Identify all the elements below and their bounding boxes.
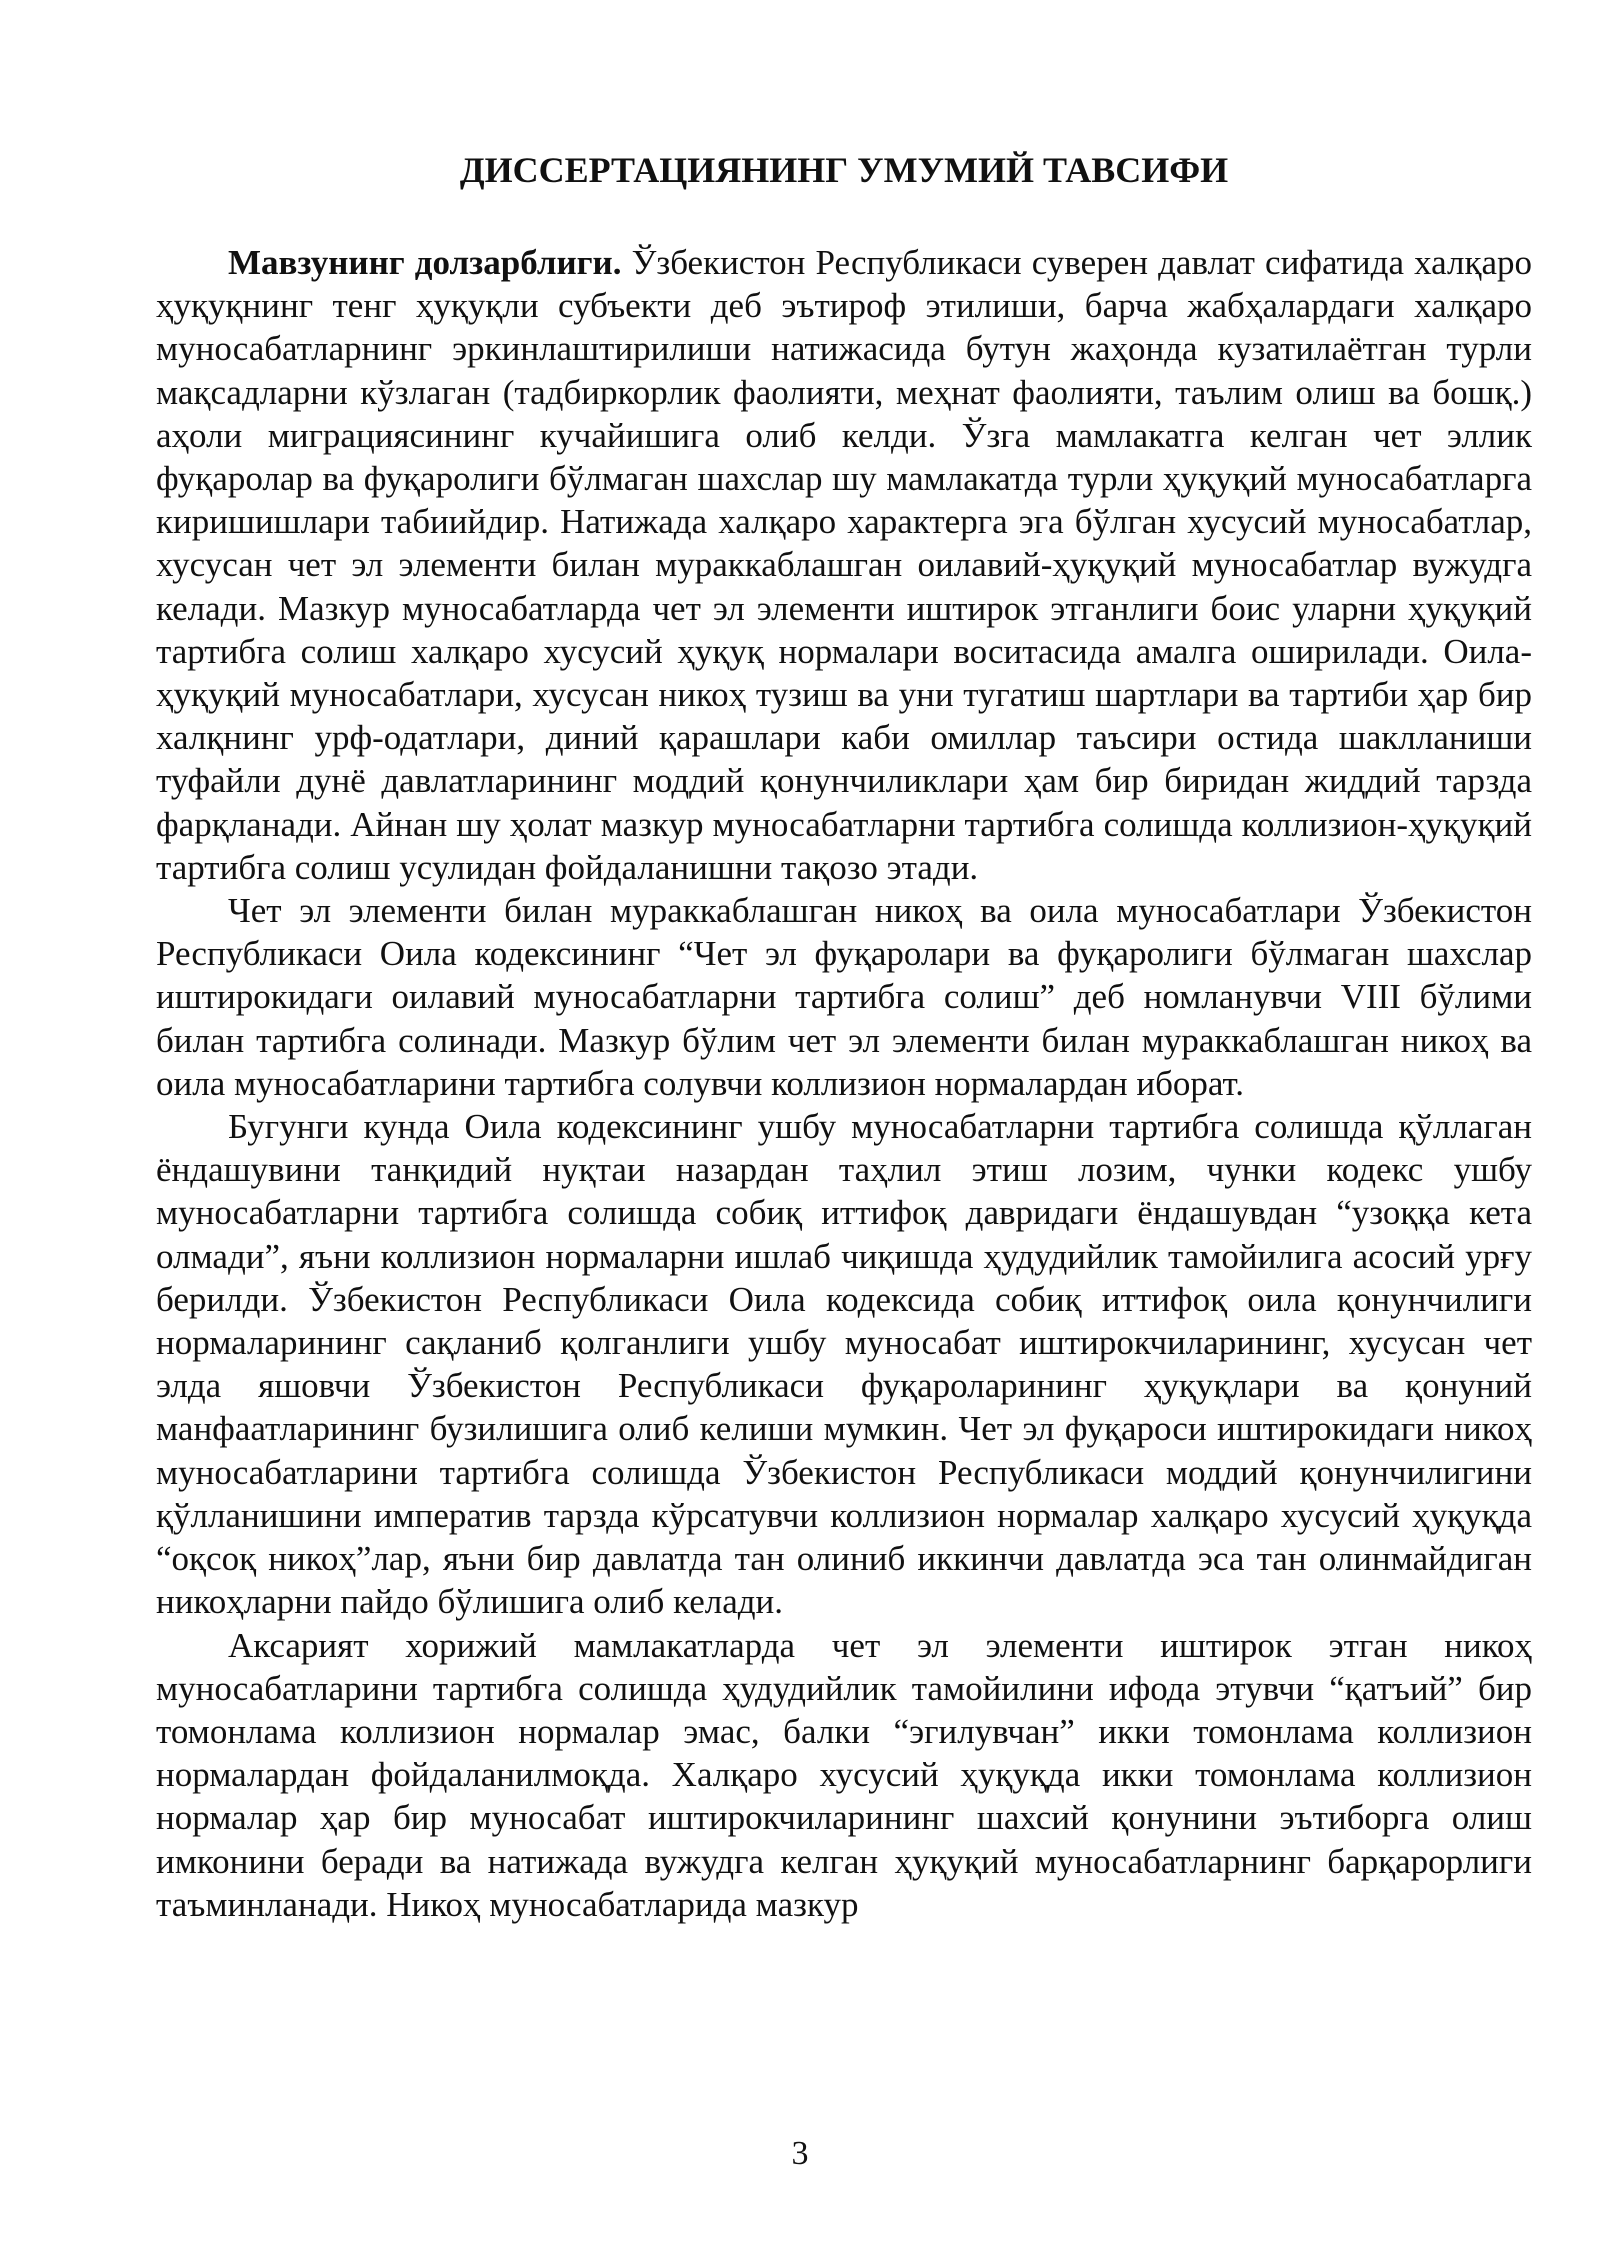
page-number: 3 bbox=[791, 2135, 809, 2172]
document-body bbox=[156, 241, 1532, 1926]
paragraph-critical-analysis: Бугунги кунда Оила кодексининг ушбу муносабатларни тартибга солишда қўллаган ёндашувини танқидий нуқтаи назардан таҳлил этиш лозим, чунки кодекс ушбу муносабатларни тартибга солишда собиқ иттифоқ давридаги ёндашувдан “узоққа кета олмади”, яъни коллизион нормаларни ишлаб чиқишда ҳудудийлик тамойилига асосий урғу берилди. Ўзбекистон Республикаси Оила кодексида собиқ иттифоқ оила қонунчилиги нормаларининг сақланиб қолганлиги ушбу муносабат иштирокчиларининг, хусусан чет элда яшовчи Ўзбекистон Республикаси фуқароларининг ҳуқуқлари ва қонуний манфаатларининг бузилишига олиб келиши мумкин. Чет эл фуқароси иштирокидаги никоҳ муносабатларини тартибга солишда Ўзбекистон Республикаси моддий қонунчилигини қўлланишини императив тарзда кўрсатувчи коллизион нормалар халқаро хусусий ҳуқуқда “оқсоқ никоҳ”лар, яъни бир давлатда тан олиниб иккинчи давлатда эса тан олинмайдиган никоҳларни пайдо бўлишига олиб келади. bbox=[156, 1107, 1532, 1622]
paragraph-family-code: Чет эл элементи билан мураккаблашган никоҳ ва оила муносабатлари Ўзбекистон Республикаси Оила кодексининг “Чет эл фуқаролари ва фуқаролиги бўлмаган шахслар иштирокидаги оилавий муносабатларни тартибга солиш” деб номланувчи VIII бўлими билан тартибга солинади. Мазкур бўлим чет эл элементи билан мураккаблашган никоҳ ва оила муносабатларини тартибга солувчи коллизион нормалардан иборат. bbox=[156, 891, 1532, 1103]
paragraph-foreign-practice: Аксарият хорижий мамлакатларда чет эл элементи иштирок этган никоҳ муносабатларини тартибга солишда ҳудудийлик тамойилини ифода этувчи “қатъий” бир томонлама коллизион нормалар эмас, балки “эгилувчан” икки томонлама коллизион нормалардан фойдаланилмоқда. Халқаро хусусий ҳуқуқда икки томонлама коллизион нормалар ҳар бир муносабат иштирокчиларининг шахсий қонунини эътиборга олиш имконини беради ва натижада вужудга келган ҳуқуқий муносабатларнинг барқарорлиги таъминланади. Никоҳ муносабатларида мазкур bbox=[156, 1625, 1532, 1924]
paragraph-lead-heading: Мавзунинг долзарблиги. bbox=[228, 243, 622, 282]
paragraph-text: Ўзбекистон Республикаси суверен давлат сифатида халқаро ҳуқуқнинг тенг ҳуқуқли субъекти деб эътироф этилиши, барча жабҳалардаги халқаро муносабатларнинг эркинлаштирилиши натижасида бутун жаҳонда кузатилаётган турли мақсадларни кўзлаган (тадбиркорлик фаолияти, меҳнат фаолияти, таълим олиш ва бошқ.) аҳоли миграциясининг кучайишига олиб келди. Ўзга мамлакатга келган чет эллик фуқаролар ва фуқаролиги бўлмаган шахслар шу мамлакатда турли ҳуқуқий муносабатларга киришишлари табиийдир. Натижада халқаро характерга эга бўлган хусусий муносабатлар, хусусан чет эл элементи билан мураккаблашган оилавий-ҳуқуқий муносабатлар вужудга келади. Мазкур муносабатларда чет эл элементи иштирок этганлиги боис уларни ҳуқуқий тартибга солиш халқаро хусусий ҳуқуқ нормалари воситасида амалга оширилади. Оила-ҳуқуқий муносабатлари, хусусан никоҳ тузиш ва уни тугатиш шартлари ва тартиби ҳар бир халқнинг урф-одатлари, диний қарашлари каби омиллар таъсири остида шаклланиши туфайли дунё давлатларининг моддий қонунчиликлари ҳам бир биридан жиддий тарзда фарқланади. Айнан шу ҳолат мазкур муносабатларни тартибга солишда коллизион-ҳуқуқий тартибга солиш усулидан фойдаланишни тақозо этади. bbox=[156, 243, 1533, 887]
paragraph-relevance bbox=[156, 241, 1532, 889]
page-title: ДИССЕРТАЦИЯНИНГ УМУМИЙ ТАВСИФИ bbox=[459, 150, 1229, 190]
